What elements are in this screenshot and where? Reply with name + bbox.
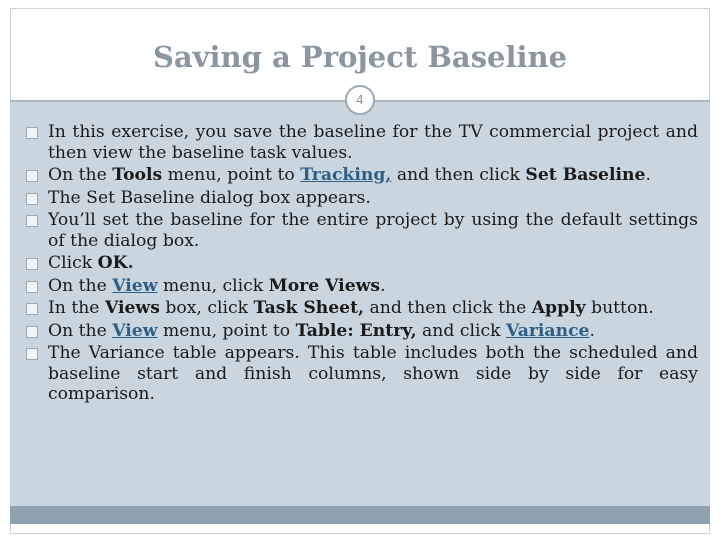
bullet-text-run: . [380, 275, 386, 296]
command-more-views: More Views [268, 275, 381, 296]
square-bullet-icon [26, 281, 38, 293]
bullet-text-run: On the [48, 320, 113, 341]
square-bullet-icon [26, 127, 38, 139]
bullet-text [48, 276, 386, 296]
bullet-item [26, 343, 698, 405]
bullet-text [48, 298, 654, 318]
bullet-text-run: The Variance table appears. This table includes both the scheduled and baseline start and finish columns, shown side by side for easy comparison. [48, 343, 698, 404]
square-bullet-icon [26, 258, 38, 270]
bullet-text-run: You’ll set the baseline for the entire project by using the default settings of the dialog box. [48, 210, 698, 251]
square-bullet-icon [26, 170, 38, 182]
bullet-text [48, 210, 698, 251]
box-name-views: Views [104, 298, 160, 318]
bullet-text-run: menu, point to [162, 165, 301, 185]
bullet-text-run: In the [48, 298, 105, 318]
bullet-item [26, 321, 698, 342]
bullet-text-run: . [645, 165, 651, 185]
variance-link[interactable]: Variance [505, 320, 590, 341]
command-task-sheet: Task Sheet, [253, 298, 365, 318]
bullet-item [26, 276, 698, 297]
bullet-text [48, 122, 698, 163]
bullet-text [48, 343, 698, 404]
footer-bar [10, 506, 710, 524]
bullet-text [48, 321, 595, 341]
bullet-text-run: Click [48, 253, 98, 273]
bullet-list [26, 122, 698, 407]
bullet-item [26, 122, 698, 163]
tracking-link[interactable]: Tracking, [300, 165, 392, 185]
bullet-text-run: On the [48, 165, 113, 185]
menu-name-tools: Tools [112, 165, 163, 185]
command-set-baseline: Set Baseline [525, 165, 646, 185]
bullet-item [26, 253, 698, 274]
command-apply: Apply [531, 298, 586, 318]
bullet-text-run: menu, click [157, 275, 269, 296]
bullet-text [48, 188, 371, 208]
slide-title: Saving a Project Baseline [152, 40, 568, 74]
square-bullet-icon [26, 193, 38, 205]
bullet-text-run: . [589, 320, 595, 341]
bullet-text-run: menu, point to [157, 320, 296, 341]
bullet-text-run: button. [585, 298, 654, 318]
bullet-text-run: and then click the [364, 298, 532, 318]
bullet-text-run: and click [416, 320, 506, 341]
bullet-text-run: On the [48, 275, 113, 296]
command-ok: OK. [97, 253, 134, 273]
view-link[interactable]: View [112, 275, 158, 296]
bullet-item [26, 188, 698, 209]
bullet-text-run: In this exercise, you save the baseline for the TV commercial project and then view the baseline task values. [48, 122, 698, 163]
bullet-item [26, 298, 698, 319]
square-bullet-icon [26, 348, 38, 360]
command-table-entry: Table: Entry, [295, 320, 417, 341]
bullet-text [48, 165, 651, 185]
square-bullet-icon [26, 326, 38, 338]
bullet-text [48, 253, 134, 273]
slide-number: 4 [345, 85, 375, 115]
bullet-item [26, 165, 698, 186]
bullet-text-run: box, click [159, 298, 254, 318]
square-bullet-icon [26, 303, 38, 315]
bullet-text-run: and then click [391, 165, 526, 185]
bullet-text-run: The Set Baseline dialog box appears. [48, 187, 371, 208]
bullet-item [26, 210, 698, 251]
square-bullet-icon [26, 215, 38, 227]
view-link[interactable]: View [112, 320, 158, 341]
